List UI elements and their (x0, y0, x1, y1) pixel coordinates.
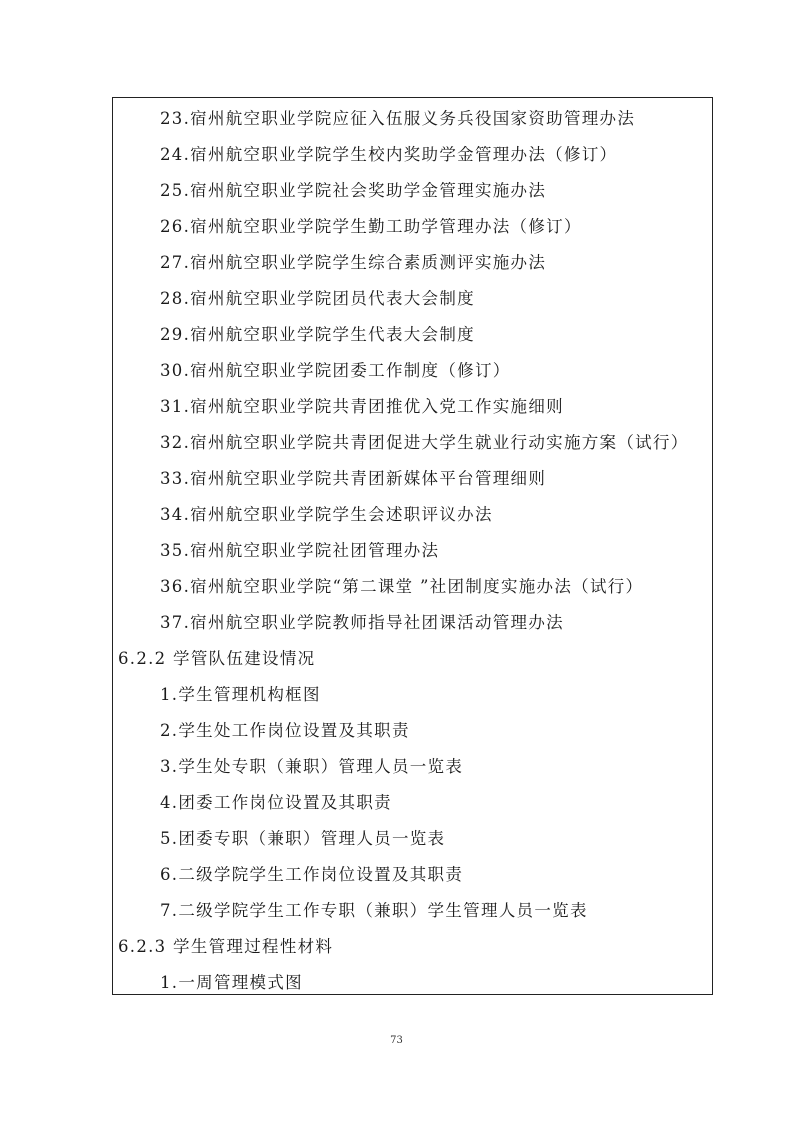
document-line: 6.二级学院学生工作岗位设置及其职责 (160, 865, 464, 884)
document-line: 37.宿州航空职业学院教师指导社团课活动管理办法 (160, 613, 564, 632)
page-number: 73 (390, 1035, 403, 1046)
section-heading: 6.2.2 学管队伍建设情况 (118, 649, 316, 668)
document-line: 36.宿州航空职业学院“第二课堂 ”社团制度实施办法（试行） (160, 577, 644, 596)
document-line: 33.宿州航空职业学院共青团新媒体平台管理细则 (160, 469, 547, 488)
document-line: 7.二级学院学生工作专职（兼职）学生管理人员一览表 (160, 901, 588, 920)
document-line: 35.宿州航空职业学院社团管理办法 (160, 541, 440, 560)
document-line: 23.宿州航空职业学院应征入伍服义务兵役国家资助管理办法 (160, 109, 636, 128)
document-line: 26.宿州航空职业学院学生勤工助学管理办法（修订） (160, 217, 582, 236)
section-heading: 6.2.3 学生管理过程性材料 (118, 937, 334, 956)
document-line: 2.学生处工作岗位设置及其职责 (160, 721, 410, 740)
document-line: 5.团委专职（兼职）管理人员一览表 (160, 829, 446, 848)
document-line: 34.宿州航空职业学院学生会述职评议办法 (160, 505, 493, 524)
document-line: 1.一周管理模式图 (160, 973, 303, 992)
document-line: 32.宿州航空职业学院共青团促进大学生就业行动实施方案（试行） (160, 433, 689, 452)
document-line: 30.宿州航空职业学院团委工作制度（修订） (160, 361, 511, 380)
document-line: 1.学生管理机构框图 (160, 685, 321, 704)
document-line: 27.宿州航空职业学院学生综合素质测评实施办法 (160, 253, 547, 272)
document-line: 31.宿州航空职业学院共青团推优入党工作实施细则 (160, 397, 564, 416)
document-line: 25.宿州航空职业学院社会奖助学金管理实施办法 (160, 181, 547, 200)
document-line: 4.团委工作岗位设置及其职责 (160, 793, 392, 812)
document-line: 28.宿州航空职业学院团员代表大会制度 (160, 289, 475, 308)
document-line: 29.宿州航空职业学院学生代表大会制度 (160, 325, 475, 344)
document-line: 24.宿州航空职业学院学生校内奖助学金管理办法（修订） (160, 145, 618, 164)
document-line: 3.学生处专职（兼职）管理人员一览表 (160, 757, 464, 776)
